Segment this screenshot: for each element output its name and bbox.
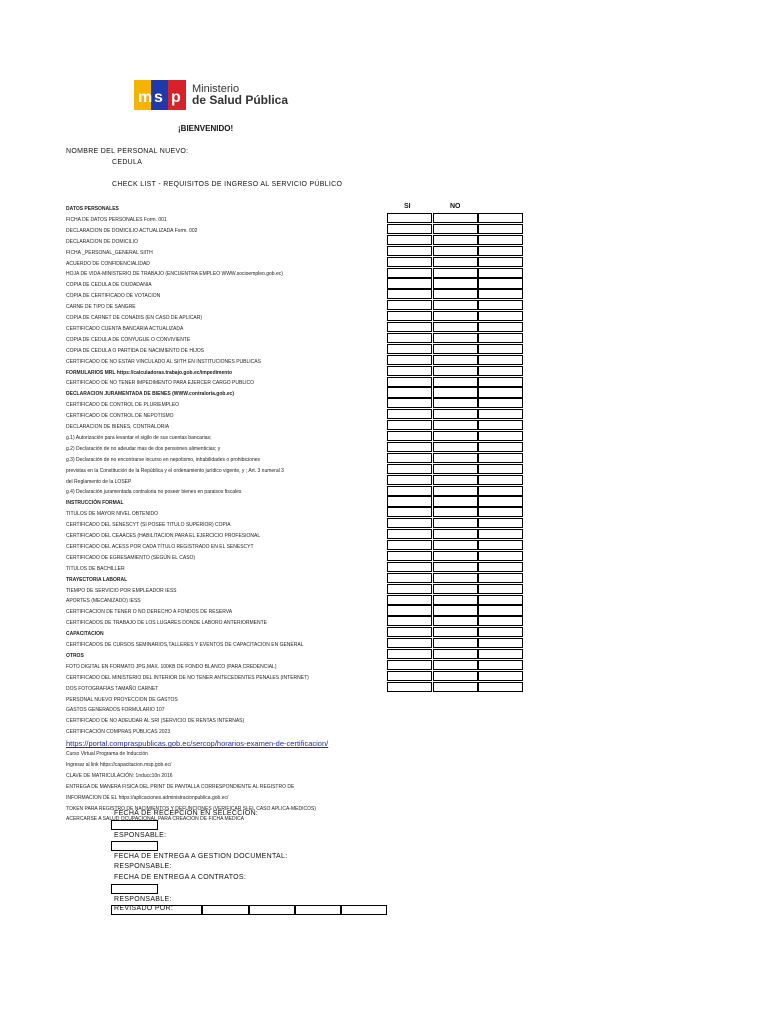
check-cell-no[interactable] <box>433 344 478 354</box>
check-cell-obs[interactable] <box>478 398 523 408</box>
check-cell-si[interactable] <box>387 551 432 561</box>
check-cell-obs[interactable] <box>478 300 523 310</box>
check-cell-obs[interactable] <box>478 529 523 539</box>
check-cell-obs[interactable] <box>478 660 523 670</box>
check-cell-no[interactable] <box>433 387 478 397</box>
check-cell-si[interactable] <box>387 224 432 234</box>
check-cell-si[interactable] <box>387 398 432 408</box>
check-cell-obs[interactable] <box>478 311 523 321</box>
check-cell-si[interactable] <box>387 638 432 648</box>
check-cell-obs[interactable] <box>478 562 523 572</box>
checklist-item: CERTIFICADO DEL MINISTERIO DEL INTERIOR DE NO TENER ANTECEDENTES PENALES (INTERNET) <box>66 674 309 681</box>
check-cell-obs[interactable] <box>478 246 523 256</box>
checklist-item: TOKEN PARA REGISTRO DE NACIMIENTOS Y DEFUNCIONES (VERIFICAR SI EL CASO APLICA-MEDICOS) <box>66 805 316 812</box>
responsible3-label: RESPONSABLE: <box>114 896 172 903</box>
check-cell-obs[interactable] <box>478 355 523 365</box>
check-cell-no[interactable] <box>433 496 478 506</box>
reviewed-divider <box>340 905 342 915</box>
check-cell-si[interactable] <box>387 540 432 550</box>
check-cell-si[interactable] <box>387 268 432 278</box>
check-cell-no[interactable] <box>433 420 478 430</box>
logo-text <box>192 84 288 107</box>
check-cell-no[interactable] <box>433 235 478 245</box>
check-cell-no[interactable] <box>433 507 478 517</box>
checklist-item[interactable]: https://portal.compraspublicas.gob.ec/sercop/horarios-examen-de-certificacion/ <box>66 739 329 749</box>
checklist-item: CERTIFICADOS DE TRABAJO DE LOS LUGARES DONDE LABORO ANTERIORMENTE <box>66 620 267 627</box>
checklist-item: HOJA DE VIDA-MINISTERIO DE TRABAJO (ENCUENTRA EMPLEO WWW.socioempleo.gob.ec) <box>66 271 283 278</box>
check-cell-si[interactable] <box>387 442 432 452</box>
check-cell-no[interactable] <box>433 224 478 234</box>
checklist-item: GASTOS GENERADOS FORMULARIO 107 <box>66 707 165 714</box>
check-cell-si[interactable] <box>387 605 432 615</box>
check-cell-no[interactable] <box>433 409 478 419</box>
delivery-contracts-box[interactable] <box>111 884 158 894</box>
checklist-item: ENTREGA DE MANERA FISICA DEL PRINT DE PANTALLA CORRESPONDIENTE AL REGISTRO DE <box>66 783 295 790</box>
check-cell-si[interactable] <box>387 355 432 365</box>
logo-line2: de Salud Pública <box>192 93 289 107</box>
check-cell-si[interactable] <box>387 387 432 397</box>
check-cell-obs[interactable] <box>478 551 523 561</box>
checklist-item: g.2) Declaración de no adeudar mas de dos pensiones alimenticias; y <box>66 445 221 452</box>
checklist-item: CERTIFICACIÓN COMPRAS PÚBLICAS 2023 <box>66 729 171 736</box>
check-cell-no[interactable] <box>433 616 478 626</box>
checklist-item: DECLARACION DE DOMICILIO <box>66 238 138 245</box>
col-no: NO <box>450 203 461 210</box>
msp-logo-icon <box>134 78 186 112</box>
check-cell-si[interactable] <box>387 235 432 245</box>
welcome-title: ¡BIENVENIDO! <box>178 124 234 133</box>
check-cell-si[interactable] <box>387 377 432 387</box>
reception-label: FECHA DE RECEPCION EN SELECCIÓN: <box>114 810 259 817</box>
check-cell-no[interactable] <box>433 649 478 659</box>
checklist-item: CERTIFICADO DE NO TENER IMPEDIMENTO PARA EJERCER CARGO PUBLICO <box>66 380 254 387</box>
responsible2-label: RESPONSABLE: <box>114 863 172 870</box>
checklist-item: CERTIFICADOS DE CURSOS SEMINARIOS,TALLERES Y EVENTOS DE CAPACITACION EN GENERAL <box>66 642 304 648</box>
check-cell-no[interactable] <box>433 322 478 332</box>
check-cell-no[interactable] <box>433 431 478 441</box>
check-cell-no[interactable] <box>433 551 478 561</box>
checklist-item: CERTIFICADO DE CONTROL DE NEPOTISMO <box>66 413 174 420</box>
checklist-item: COPIA DE CEDULA O PARTIDA DE NACIMIENTO DE HIJOS <box>66 347 205 354</box>
check-cell-no[interactable] <box>433 355 478 365</box>
checklist-item: CERTIFICADO DEL CEAACES (HABILITACION PARA EL EJERCICIO PROFESIONAL <box>66 533 261 539</box>
check-cell-no[interactable] <box>433 573 478 583</box>
check-cell-obs[interactable] <box>478 377 523 387</box>
check-cell-no[interactable] <box>433 366 478 376</box>
checklist-item: DECLARACION DE BIENES, CONTRALORIA <box>66 424 170 430</box>
check-cell-si[interactable] <box>387 246 432 256</box>
checklist-item: COPIA DE CEDULA DE CONYUGUE O CONVIVIENTE <box>66 336 191 343</box>
checklist-item: FICHA _PERSONAL_GENERAL SIITH <box>66 249 153 256</box>
checklist-item: CERTIFICADO DEL SENESCYT (SI POSEE TITULO SUPERIOR) COPIA <box>66 522 231 529</box>
checklist-item: Curso Virtual Programa de Inducción <box>66 751 148 757</box>
check-cell-obs[interactable] <box>478 649 523 659</box>
checklist-item: FOTO DIGITAL EN FORMATO JPG,MAX. 100KB DE FONDO BLANCO (PARA CREDENCIAL) <box>66 663 277 670</box>
check-cell-si[interactable] <box>387 627 432 637</box>
section-heading: DECLARACION JURAMENTADA DE BIENES (WWW.contraloria.gob.ec) <box>66 391 235 398</box>
checklist-item: CERTIFICADO CUENTA BANCARIA ACTUALIZADA <box>66 325 184 332</box>
check-cell-obs[interactable] <box>478 540 523 550</box>
checklist-item: TITULOS DE MAYOR NIVEL OBTENIDO <box>66 511 158 518</box>
checklist-item: CERTIFICADO DEL ACESS POR CADA TÍTULO REGISTRADO EN EL SENESCYT <box>66 543 254 550</box>
check-cell-obs[interactable] <box>478 257 523 267</box>
section-heading: TRAYECTORIA LABORAL <box>66 576 128 583</box>
check-cell-si[interactable] <box>387 213 432 223</box>
check-cell-no[interactable] <box>433 595 478 605</box>
check-cell-no[interactable] <box>433 540 478 550</box>
check-cell-si[interactable] <box>387 322 432 332</box>
check-cell-no[interactable] <box>433 278 478 288</box>
check-cell-obs[interactable] <box>478 584 523 594</box>
checklist-item: previstas en la Constitución de la República y el ordenamiento jurídico vigente, y ; Art. 3 numeral 3 <box>66 467 284 474</box>
check-cell-si[interactable] <box>387 529 432 539</box>
check-cell-no[interactable] <box>433 584 478 594</box>
checklist-item: COPIA DE CEDULA DE CIUDADANIA <box>66 282 152 289</box>
check-cell-obs[interactable] <box>478 235 523 245</box>
checklist-item: CERTIFICADO DE NO ADEUDAR AL SRI (SERVICIO DE RENTAS INTERNAS) <box>66 718 245 725</box>
check-cell-no[interactable] <box>433 529 478 539</box>
check-cell-si[interactable] <box>387 464 432 474</box>
check-cell-obs[interactable] <box>478 627 523 637</box>
check-cell-obs[interactable] <box>478 507 523 517</box>
check-cell-si[interactable] <box>387 595 432 605</box>
check-cell-no[interactable] <box>433 660 478 670</box>
check-cell-obs[interactable] <box>478 464 523 474</box>
checklist-item: PERSONAL NUEVO PROYECCION DE GASTOS <box>66 696 178 703</box>
check-cell-no[interactable] <box>433 268 478 278</box>
check-cell-no[interactable] <box>433 300 478 310</box>
check-cell-no[interactable] <box>433 333 478 343</box>
delivery-contracts-label: FECHA DE ENTREGA A CONTRATOS: <box>114 874 247 881</box>
check-cell-no[interactable] <box>433 246 478 256</box>
checklist-item: CLAVE DE MATRICULACIÓN: 1nducc10n 2016 <box>66 772 173 779</box>
checklist-item: del Reglamento de la LOSEP <box>66 478 132 485</box>
check-cell-obs[interactable] <box>478 366 523 376</box>
check-cell-si[interactable] <box>387 671 432 681</box>
check-cell-obs[interactable] <box>478 333 523 343</box>
check-cell-si[interactable] <box>387 496 432 506</box>
checklist-item: g.1) Autorización para levantar el sigilo de sus cuentas bancarias; <box>66 434 212 441</box>
checklist-item: DOS FOTOGRAFIAS TAMAÑO CARNET <box>66 685 159 692</box>
col-si: SI <box>404 203 411 210</box>
checklist-item: CERTIFICADO DE NO ESTAR VINCULADO AL SIITH EN INSTITUCIONES PUBLICAS <box>66 358 261 365</box>
check-cell-si[interactable] <box>387 660 432 670</box>
check-cell-obs[interactable] <box>478 387 523 397</box>
check-cell-obs[interactable] <box>478 682 523 692</box>
checklist-title: CHECK LIST - REQUISITOS DE INGRESO AL SERVICIO PÚBLICO <box>112 181 343 188</box>
check-cell-obs[interactable] <box>478 605 523 615</box>
check-cell-si[interactable] <box>387 420 432 430</box>
check-cell-obs[interactable] <box>478 442 523 452</box>
checklist-item: g.3) Declaración de no encontrarse incurso en nepotismo, inhabilidades o prohibiciones <box>66 456 261 463</box>
check-cell-si[interactable] <box>387 431 432 441</box>
check-cell-no[interactable] <box>433 289 478 299</box>
checklist-item: CARNE DE TIPO DE SANGRE <box>66 304 136 311</box>
svg-text:m: m <box>138 89 153 106</box>
check-cell-si[interactable] <box>387 278 432 288</box>
responsible1-label: ESPONSABLE: <box>114 832 167 839</box>
check-cell-no[interactable] <box>433 311 478 321</box>
checklist-item: ACERCARSE A SALUD OCUPACIONAL PARA CREACION DE FICHA MEDICA <box>66 816 245 823</box>
checklist-item: COPIA DE CARNET DE CONADIS (EN CASO DE APLICAR) <box>66 315 203 321</box>
check-cell-si[interactable] <box>387 616 432 626</box>
check-cell-si[interactable] <box>387 518 432 528</box>
checklist-item: g.4) Declaración juramentada contraloria no poseer bienes en paraisos fiscales <box>66 489 242 496</box>
check-cell-no[interactable] <box>433 398 478 408</box>
check-cell-si[interactable] <box>387 300 432 310</box>
check-cell-no[interactable] <box>433 605 478 615</box>
section-heading: DATOS PERSONALES <box>66 206 119 212</box>
check-cell-no[interactable] <box>433 671 478 681</box>
check-cell-obs[interactable] <box>478 453 523 463</box>
check-cell-si[interactable] <box>387 257 432 267</box>
check-cell-no[interactable] <box>433 453 478 463</box>
check-cell-obs[interactable] <box>478 409 523 419</box>
check-cell-obs[interactable] <box>478 573 523 583</box>
check-cell-no[interactable] <box>433 442 478 452</box>
check-cell-si[interactable] <box>387 366 432 376</box>
check-cell-si[interactable] <box>387 311 432 321</box>
checklist-item: TITULOS DE BACHILLER <box>66 565 125 572</box>
name-label: NOMBRE DEL PERSONAL NUEVO: <box>66 148 189 155</box>
checklist-item: CERTIFICADO DE CONTROL DE PLURIEMPLEO <box>66 402 180 409</box>
check-cell-obs[interactable] <box>478 475 523 485</box>
check-cell-obs[interactable] <box>478 616 523 626</box>
check-cell-no[interactable] <box>433 213 478 223</box>
check-cell-no[interactable] <box>433 475 478 485</box>
check-cell-si[interactable] <box>387 453 432 463</box>
reviewed-label: REVISADO POR: <box>114 905 174 912</box>
checklist-item[interactable]: INFORMACION DE EL https://aplicaciones.administracionpublica.gob.ec/ <box>66 794 229 801</box>
checklist-item: ACUERDO DE CONFIDENCIALIDAD <box>66 260 150 267</box>
check-cell-obs[interactable] <box>478 289 523 299</box>
svg-text:s: s <box>154 89 163 106</box>
reception-box[interactable] <box>111 820 158 830</box>
check-cell-si[interactable] <box>387 507 432 517</box>
check-cell-si[interactable] <box>387 584 432 594</box>
check-cell-no[interactable] <box>433 257 478 267</box>
check-cell-si[interactable] <box>387 475 432 485</box>
reviewed-divider <box>248 905 250 915</box>
section-heading: INSTRUCCIÓN FORMAL <box>66 500 124 507</box>
check-cell-si[interactable] <box>387 409 432 419</box>
check-cell-obs[interactable] <box>478 213 523 223</box>
checklist-item: TIEMPO DE SERVICIO POR EMPLEADOR IESS <box>66 587 177 594</box>
check-cell-si[interactable] <box>387 573 432 583</box>
check-cell-obs[interactable] <box>478 268 523 278</box>
checklist-item: APORTES (MECANIZADO) IESS <box>66 598 141 605</box>
check-cell-obs[interactable] <box>478 344 523 354</box>
checklist-item: CERTIFICADO DE EGRESAMIENTO (SEGÚN EL CASO) <box>66 554 196 561</box>
check-cell-obs[interactable] <box>478 278 523 288</box>
check-cell-obs[interactable] <box>478 322 523 332</box>
svg-text:p: p <box>171 89 181 106</box>
check-cell-obs[interactable] <box>478 518 523 528</box>
check-cell-si[interactable] <box>387 562 432 572</box>
responsible1-box[interactable] <box>111 841 158 851</box>
check-cell-no[interactable] <box>433 518 478 528</box>
check-cell-si[interactable] <box>387 344 432 354</box>
logo-line1: Ministerio <box>192 83 240 95</box>
checklist-item: COPIA DE CERTIFICADO DE VOTACION <box>66 293 161 300</box>
check-cell-no[interactable] <box>433 682 478 692</box>
section-heading: CAPACITACION <box>66 631 104 638</box>
delivery-gd-label: FECHA DE ENTREGA A GESTION DOCUMENTAL: <box>114 853 288 860</box>
check-cell-no[interactable] <box>433 486 478 496</box>
section-heading: OTROS <box>66 652 84 659</box>
check-cell-no[interactable] <box>433 377 478 387</box>
msp-logo <box>134 78 294 122</box>
check-cell-no[interactable] <box>433 638 478 648</box>
check-cell-obs[interactable] <box>478 486 523 496</box>
check-cell-no[interactable] <box>433 464 478 474</box>
section-heading: FORMULARIOS MRL https://calculadoras.trabajo.gob.ec/impedimento <box>66 369 233 376</box>
check-cell-obs[interactable] <box>478 224 523 234</box>
check-cell-obs[interactable] <box>478 671 523 681</box>
reviewed-divider <box>201 905 203 915</box>
checklist-item: Ingresar al link https://capacitacion.msp.gob.ec/ <box>66 761 172 768</box>
check-cell-obs[interactable] <box>478 638 523 648</box>
check-cell-obs[interactable] <box>478 595 523 605</box>
check-cell-si[interactable] <box>387 649 432 659</box>
check-cell-obs[interactable] <box>478 420 523 430</box>
checklist-item: DECLARACION DE DOMICILIO ACTUALIZADA Form. 002 <box>66 227 198 234</box>
checklist-item: FICHA DE DATOS PERSONALES Form. 001 <box>66 216 167 223</box>
check-cell-si[interactable] <box>387 486 432 496</box>
check-cell-no[interactable] <box>433 562 478 572</box>
check-cell-obs[interactable] <box>478 496 523 506</box>
check-cell-no[interactable] <box>433 627 478 637</box>
checklist-item: CERTIFICACION DE TENER O NO DERECHO A FONDOS DE RESERVA <box>66 609 233 616</box>
check-cell-si[interactable] <box>387 289 432 299</box>
id-label: CEDULA <box>112 159 143 166</box>
check-cell-si[interactable] <box>387 682 432 692</box>
check-cell-si[interactable] <box>387 333 432 343</box>
check-cell-obs[interactable] <box>478 431 523 441</box>
reviewed-divider <box>294 905 296 915</box>
